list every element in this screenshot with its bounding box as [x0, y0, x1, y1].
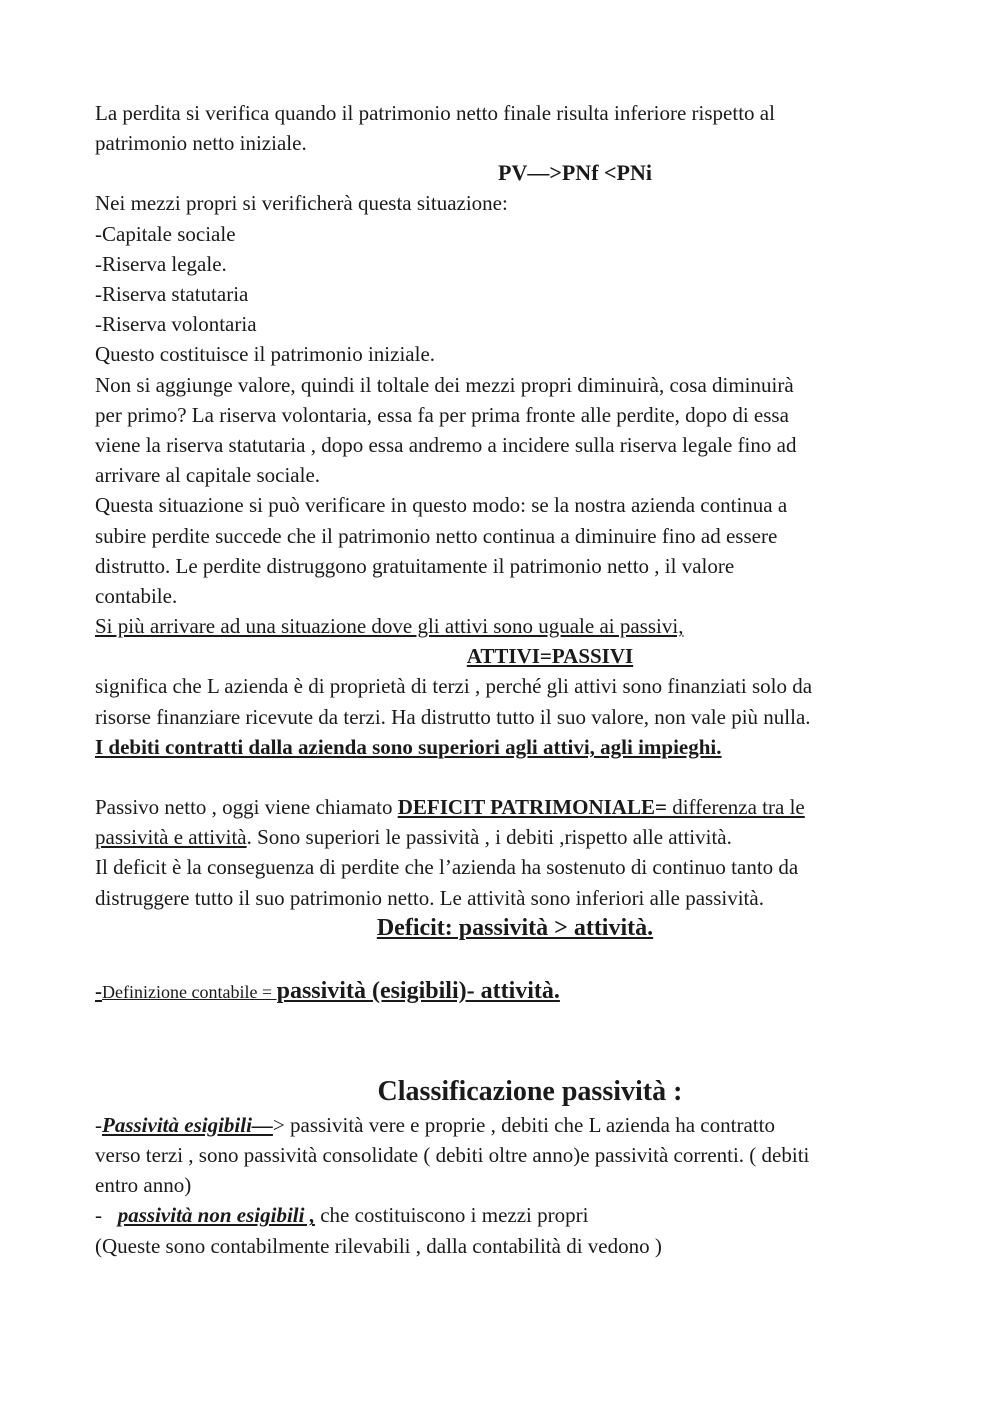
deficit-formula: Deficit: passività > attività.: [376, 914, 654, 941]
document-page: [95, 98, 915, 1261]
formula-attivi-passivi: ATTIVI=PASSIVI: [466, 644, 634, 669]
text-span-underlined: differenza tra le: [666, 795, 805, 820]
term-passivita-non-esigibili: passività non esigibili ,: [117, 1203, 315, 1228]
list-item: -Riserva legale.: [95, 251, 227, 276]
paragraph-line: verso terzi , sono passività consolidate ( debiti oltre anno)e passività correnti. ( debiti: [95, 1143, 810, 1168]
section-title: Classificazione passività :: [377, 1075, 683, 1107]
underlined-statement: Si più arrivare ad una situazione dove gli attivi sono uguale ai passivi,: [95, 614, 684, 639]
paragraph-line: (Queste sono contabilmente rilevabili , dalla contabilità di vedono ): [95, 1233, 662, 1258]
dash: -: [95, 1112, 102, 1137]
bold-statement: I debiti contratti dalla azienda sono superiori agli attivi, agli impieghi.: [95, 734, 722, 759]
paragraph-line: Questo costituisce il patrimonio iniziale.: [95, 342, 436, 367]
text-span: Passivo netto , oggi viene chiamato: [95, 795, 398, 820]
paragraph-line: viene la riserva statutaria , dopo essa andremo a incidere sulla riserva legale fino ad: [95, 433, 797, 458]
deficit-definition-line: [95, 792, 915, 822]
text-span: . Sono superiori le passività , i debiti ,rispetto alle attività.: [246, 825, 732, 850]
text-span-underlined: passività e attività: [95, 825, 247, 850]
formula-loss: PV—>PNf <PNi: [498, 160, 652, 186]
paragraph-line: contabile.: [95, 584, 178, 609]
paragraph-line: distrutto. Le perdite distruggono gratuitamente il patrimonio netto , il valore: [95, 553, 735, 578]
dash: -: [95, 1203, 118, 1228]
definition-label: Definizione contabile =: [102, 981, 277, 1002]
paragraph-line: Non si aggiunge valore, quindi il toltale dei mezzi propri diminuirà, cosa diminuirà: [95, 372, 794, 397]
text-span: che costituiscono i mezzi propri: [314, 1203, 589, 1228]
paragraph-line: Nei mezzi propri si verificherà questa situazione:: [95, 191, 508, 216]
paragraph-line: distruggere tutto il suo patrimonio netto. Le attività sono inferiori alle passività.: [95, 885, 764, 910]
paragraph-line: entro anno): [95, 1173, 192, 1198]
paragraph-line: Il deficit è la conseguenza di perdite che l’azienda ha sostenuto di continuo tanto da: [95, 855, 799, 880]
deficit-term: DEFICIT PATRIMONIALE=: [397, 795, 667, 820]
paragraph-line: arrivare al capitale sociale.: [95, 463, 321, 488]
paragraph-line: patrimonio netto iniziale.: [95, 131, 307, 156]
classification-item: [95, 1110, 915, 1140]
list-item: -Capitale sociale: [95, 221, 236, 246]
paragraph-line: per primo? La riserva volontaria, essa fa per prima fronte alle perdite, dopo di essa: [95, 402, 789, 427]
deficit-definition-line: [95, 822, 915, 852]
text-span: > passività vere e proprie , debiti che L azienda ha contratto: [272, 1112, 775, 1137]
paragraph-line: La perdita si verifica quando il patrimonio netto finale risulta inferiore rispetto al: [95, 101, 775, 125]
list-item: -Riserva volontaria: [95, 312, 257, 337]
paragraph-line: significa che L azienda è di proprietà di terzi , perché gli attivi sono finanziati solo da: [95, 674, 813, 699]
term-passivita-esigibili: Passività esigibili—: [102, 1112, 273, 1137]
definition-formula: passività (esigibili)- attività.: [276, 977, 560, 1004]
dash: -: [95, 978, 102, 1003]
paragraph-line: subire perdite succede che il patrimonio netto continua a diminuire fino ad essere: [95, 523, 778, 548]
paragraph-line: risorse finanziare ricevute da terzi. Ha distrutto tutto il suo valore, non vale più nulla.: [95, 704, 811, 729]
classification-item: [95, 1200, 915, 1230]
list-item: -Riserva statutaria: [95, 282, 249, 307]
paragraph-line: Questa situazione si può verificare in questo modo: se la nostra azienda continua a: [95, 493, 788, 518]
accounting-definition: [95, 973, 915, 1010]
